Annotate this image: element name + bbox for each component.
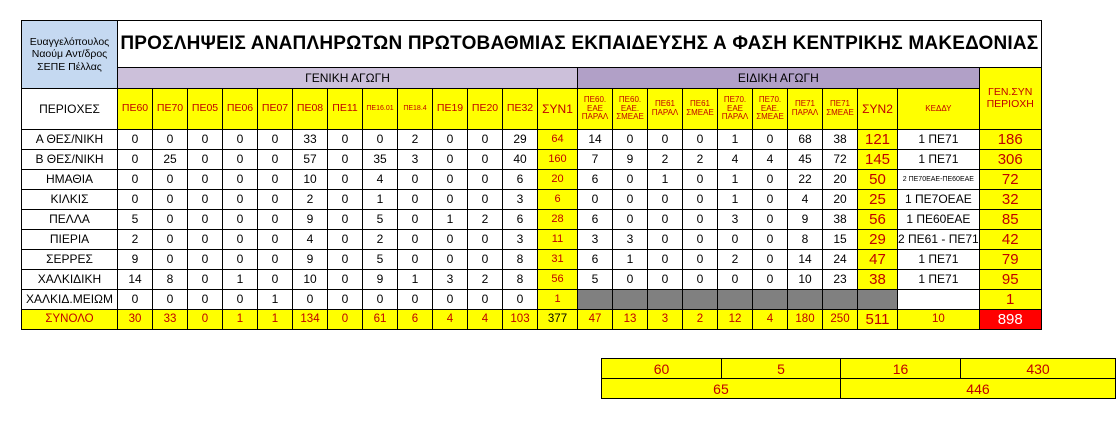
value-cell: 6 bbox=[503, 170, 538, 190]
value-cell: 0 bbox=[223, 130, 258, 150]
column-header: ΠΕ70. ΕΑΕ. ΣΜΕΑΕ bbox=[753, 89, 788, 130]
area-cell: ΠΕΛΛΑ bbox=[22, 210, 118, 230]
value-cell: 0 bbox=[398, 290, 433, 310]
value-cell: 0 bbox=[683, 130, 718, 150]
value-cell: 29 bbox=[503, 130, 538, 150]
region-header: Ευαγγελόπουλος Ναούμ Αντ/δρος ΣΕΠΕ Πέλλας bbox=[22, 21, 118, 89]
value-cell: 1 bbox=[223, 270, 258, 290]
table-row bbox=[22, 170, 1042, 190]
value-cell: 3 bbox=[578, 230, 613, 250]
value-cell: 0 bbox=[503, 290, 538, 310]
value-cell: 0 bbox=[718, 270, 753, 290]
column-header: ΠΕ71 ΣΜΕΑΕ bbox=[823, 89, 858, 130]
value-cell: 3 bbox=[503, 230, 538, 250]
value-cell: 0 bbox=[328, 170, 363, 190]
value-cell: 0 bbox=[648, 250, 683, 270]
column-header: ΠΕ18.4 bbox=[398, 89, 433, 130]
value-cell: 0 bbox=[258, 230, 293, 250]
value-cell: 0 bbox=[188, 270, 223, 290]
syn1-cell: 64 bbox=[538, 130, 578, 150]
value-cell: 0 bbox=[153, 130, 188, 150]
syn1-cell: 11 bbox=[538, 230, 578, 250]
value-cell: 0 bbox=[223, 250, 258, 270]
group-general: ΓΕΝΙΚΗ ΑΓΩΓΗ bbox=[118, 68, 578, 89]
column-header: ΠΕ05 bbox=[188, 89, 223, 130]
value-cell: 0 bbox=[188, 210, 223, 230]
syn1-total: 377 bbox=[538, 310, 578, 330]
recruitment-table bbox=[21, 20, 1042, 330]
value-cell: 2 bbox=[293, 190, 328, 210]
value-cell: 45 bbox=[788, 150, 823, 170]
value-cell: 4 bbox=[718, 150, 753, 170]
value-cell: 4 bbox=[788, 190, 823, 210]
value-cell: 0 bbox=[433, 250, 468, 270]
value-cell: 22 bbox=[788, 170, 823, 190]
value-cell: 0 bbox=[433, 170, 468, 190]
total-cell: 12 bbox=[718, 310, 753, 330]
syn2-cell: 56 bbox=[858, 210, 898, 230]
total-cell: 1 bbox=[258, 310, 293, 330]
value-cell: 57 bbox=[293, 150, 328, 170]
empty-cell bbox=[823, 290, 858, 310]
value-cell: 5 bbox=[363, 210, 398, 230]
value-cell: 40 bbox=[503, 150, 538, 170]
value-cell: 2 bbox=[363, 230, 398, 250]
kedy-header: ΚΕΔΔΥ bbox=[898, 89, 980, 130]
empty-cell bbox=[578, 290, 613, 310]
value-cell: 14 bbox=[788, 250, 823, 270]
total-cell: 6 bbox=[398, 310, 433, 330]
syn2-cell: 145 bbox=[858, 150, 898, 170]
value-cell: 0 bbox=[363, 130, 398, 150]
value-cell: 0 bbox=[648, 190, 683, 210]
table-row bbox=[22, 270, 1042, 290]
summary-table bbox=[601, 358, 1116, 399]
kedy-cell: 1 ΠΕ71 bbox=[898, 150, 980, 170]
empty-cell bbox=[788, 290, 823, 310]
totals-row bbox=[22, 310, 1042, 330]
area-total-cell: 95 bbox=[979, 270, 1041, 290]
value-cell: 0 bbox=[293, 290, 328, 310]
kedy-cell: 1 ΠΕ7ΟΕΑΕ bbox=[898, 190, 980, 210]
value-cell: 0 bbox=[363, 290, 398, 310]
value-cell: 33 bbox=[293, 130, 328, 150]
table-row bbox=[22, 210, 1042, 230]
value-cell: 6 bbox=[503, 210, 538, 230]
value-cell: 0 bbox=[153, 210, 188, 230]
empty-cell bbox=[613, 290, 648, 310]
syn1-cell: 56 bbox=[538, 270, 578, 290]
value-cell: 1 bbox=[433, 210, 468, 230]
value-cell: 0 bbox=[613, 190, 648, 210]
kedy-cell: 1 ΠΕ71 bbox=[898, 130, 980, 150]
kedy-cell: 2 ΠΕ61 - ΠΕ71 bbox=[898, 230, 980, 250]
column-header: ΠΕ61 ΣΜΕΑΕ bbox=[683, 89, 718, 130]
syn1-cell: 160 bbox=[538, 150, 578, 170]
value-cell: 5 bbox=[363, 250, 398, 270]
value-cell: 0 bbox=[188, 290, 223, 310]
column-header: ΠΕ71 ΠΑΡΑΛ bbox=[788, 89, 823, 130]
value-cell: 10 bbox=[293, 270, 328, 290]
value-cell: 0 bbox=[468, 230, 503, 250]
value-cell: 0 bbox=[578, 190, 613, 210]
value-cell: 9 bbox=[293, 250, 328, 270]
value-cell: 0 bbox=[328, 190, 363, 210]
empty-cell bbox=[753, 290, 788, 310]
value-cell: 1 bbox=[613, 250, 648, 270]
value-cell: 2 bbox=[398, 130, 433, 150]
value-cell: 0 bbox=[188, 190, 223, 210]
value-cell: 0 bbox=[188, 170, 223, 190]
column-header: ΠΕ61 ΠΑΡΑΛ bbox=[648, 89, 683, 130]
value-cell: 0 bbox=[753, 170, 788, 190]
total-cell: 13 bbox=[613, 310, 648, 330]
value-cell: 0 bbox=[433, 190, 468, 210]
value-cell: 2 bbox=[468, 270, 503, 290]
value-cell: 0 bbox=[328, 130, 363, 150]
value-cell: 0 bbox=[648, 130, 683, 150]
area-total-cell: 186 bbox=[979, 130, 1041, 150]
column-header: ΠΕ16.01 bbox=[363, 89, 398, 130]
value-cell: 0 bbox=[683, 210, 718, 230]
totals-label: ΣΥΝΟΛΟ bbox=[22, 310, 118, 330]
value-cell: 0 bbox=[258, 150, 293, 170]
total-cell: 4 bbox=[468, 310, 503, 330]
value-cell: 0 bbox=[613, 170, 648, 190]
syn1-cell: 31 bbox=[538, 250, 578, 270]
total-cell: 4 bbox=[433, 310, 468, 330]
value-cell: 2 bbox=[683, 150, 718, 170]
table-row bbox=[22, 290, 1042, 310]
area-total-cell: 72 bbox=[979, 170, 1041, 190]
total-cell: 250 bbox=[823, 310, 858, 330]
total-cell: 0 bbox=[188, 310, 223, 330]
area-cell: ΗΜΑΘΙΑ bbox=[22, 170, 118, 190]
summary-pe71: 430 bbox=[961, 359, 1116, 379]
syn2-cell: 29 bbox=[858, 230, 898, 250]
value-cell: 0 bbox=[153, 230, 188, 250]
syn1-cell: 1 bbox=[538, 290, 578, 310]
value-cell: 1 bbox=[398, 270, 433, 290]
value-cell: 1 bbox=[718, 130, 753, 150]
column-header: ΠΕ32 bbox=[503, 89, 538, 130]
total-cell: 2 bbox=[683, 310, 718, 330]
value-cell: 2 bbox=[468, 210, 503, 230]
value-cell: 0 bbox=[223, 190, 258, 210]
column-header: ΠΕ20 bbox=[468, 89, 503, 130]
empty-cell bbox=[718, 290, 753, 310]
value-cell: 5 bbox=[118, 210, 153, 230]
value-cell: 9 bbox=[363, 270, 398, 290]
empty-cell bbox=[648, 290, 683, 310]
syn2-cell: 121 bbox=[858, 130, 898, 150]
value-cell: 0 bbox=[753, 250, 788, 270]
value-cell: 8 bbox=[503, 270, 538, 290]
value-cell: 0 bbox=[153, 190, 188, 210]
value-cell: 0 bbox=[398, 250, 433, 270]
column-header: ΠΕ06 bbox=[223, 89, 258, 130]
page-title: ΠΡΟΣΛΗΨΕΙΣ ΑΝΑΠΛΗΡΩΤΩΝ ΠΡΩΤΟΒΑΘΜΙΑΣ ΕΚΠΑΙΔΕΥΣΗΣ Α ΦΑΣΗ ΚΕΝΤΡΙΚΗΣ ΜΑΚΕΔΟΝΙΑΣ bbox=[118, 21, 1042, 68]
value-cell: 0 bbox=[613, 130, 648, 150]
value-cell: 0 bbox=[613, 270, 648, 290]
value-cell: 0 bbox=[328, 270, 363, 290]
value-cell: 14 bbox=[578, 130, 613, 150]
value-cell: 0 bbox=[753, 190, 788, 210]
value-cell: 3 bbox=[613, 230, 648, 250]
value-cell: 9 bbox=[293, 210, 328, 230]
value-cell: 0 bbox=[398, 210, 433, 230]
value-cell: 0 bbox=[468, 190, 503, 210]
value-cell: 0 bbox=[223, 170, 258, 190]
grand-total: 898 bbox=[979, 310, 1041, 330]
column-header: ΠΕ08 bbox=[293, 89, 328, 130]
syn2-cell: 47 bbox=[858, 250, 898, 270]
value-cell: 72 bbox=[823, 150, 858, 170]
column-header: ΠΕ70. ΕΑΕ ΠΑΡΑΛ bbox=[718, 89, 753, 130]
areas-header: ΠΕΡΙΟΧΕΣ bbox=[22, 89, 118, 130]
total-cell: 180 bbox=[788, 310, 823, 330]
value-cell: 0 bbox=[753, 130, 788, 150]
total-cell: 0 bbox=[328, 310, 363, 330]
group-total: ΓΕΝ.ΣΥΝ ΠΕΡΙΟΧΗ bbox=[979, 68, 1041, 130]
value-cell: 0 bbox=[753, 270, 788, 290]
kedy-cell: 1 ΠΕ71 bbox=[898, 270, 980, 290]
value-cell: 8 bbox=[788, 230, 823, 250]
kedy-cell bbox=[898, 290, 980, 310]
kedy-cell: 2 ΠΕ70ΕΑΕ-ΠΕ60ΕΑΕ bbox=[898, 170, 980, 190]
column-header: ΠΕ60. ΕΑΕ. ΣΜΕΑΕ bbox=[613, 89, 648, 130]
value-cell: 6 bbox=[578, 250, 613, 270]
value-cell: 0 bbox=[153, 170, 188, 190]
syn1-header: ΣΥΝ1 bbox=[538, 89, 578, 130]
value-cell: 0 bbox=[223, 230, 258, 250]
value-cell: 0 bbox=[258, 250, 293, 270]
kedy-cell: 1 ΠΕ71 bbox=[898, 250, 980, 270]
value-cell: 0 bbox=[223, 290, 258, 310]
value-cell: 0 bbox=[223, 150, 258, 170]
value-cell: 10 bbox=[788, 270, 823, 290]
area-total-cell: 1 bbox=[979, 290, 1041, 310]
value-cell: 3 bbox=[718, 210, 753, 230]
value-cell: 1 bbox=[363, 190, 398, 210]
area-cell: ΠΙΕΡΙΑ bbox=[22, 230, 118, 250]
value-cell: 0 bbox=[753, 210, 788, 230]
group-special: ΕΙΔΙΚΗ ΑΓΩΓΗ bbox=[578, 68, 980, 89]
table-row bbox=[22, 150, 1042, 170]
value-cell: 0 bbox=[328, 290, 363, 310]
value-cell: 0 bbox=[328, 210, 363, 230]
kedy-cell: 1 ΠΕ60ΕΑΕ bbox=[898, 210, 980, 230]
value-cell: 0 bbox=[753, 230, 788, 250]
area-cell: Β ΘΕΣ/ΝΙΚΗ bbox=[22, 150, 118, 170]
value-cell: 0 bbox=[613, 210, 648, 230]
syn2-total: 511 bbox=[858, 310, 898, 330]
table-row bbox=[22, 130, 1042, 150]
value-cell: 0 bbox=[468, 290, 503, 310]
value-cell: 1 bbox=[718, 190, 753, 210]
value-cell: 20 bbox=[823, 170, 858, 190]
value-cell: 0 bbox=[328, 230, 363, 250]
value-cell: 10 bbox=[293, 170, 328, 190]
value-cell: 7 bbox=[578, 150, 613, 170]
column-header: ΠΕ70 bbox=[153, 89, 188, 130]
total-cell: 30 bbox=[118, 310, 153, 330]
value-cell: 0 bbox=[153, 290, 188, 310]
value-cell: 24 bbox=[823, 250, 858, 270]
value-cell: 0 bbox=[468, 150, 503, 170]
value-cell: 0 bbox=[683, 170, 718, 190]
value-cell: 0 bbox=[153, 250, 188, 270]
value-cell: 0 bbox=[258, 170, 293, 190]
value-cell: 0 bbox=[398, 190, 433, 210]
value-cell: 0 bbox=[258, 210, 293, 230]
area-total-cell: 79 bbox=[979, 250, 1041, 270]
column-header: ΠΕ60. ΕΑΕ ΠΑΡΑΛ bbox=[578, 89, 613, 130]
value-cell: 0 bbox=[328, 250, 363, 270]
total-cell: 47 bbox=[578, 310, 613, 330]
total-cell: 4 bbox=[753, 310, 788, 330]
total-cell: 103 bbox=[503, 310, 538, 330]
area-cell: ΧΑΛΚΙΔ.ΜΕΙΩΜ bbox=[22, 290, 118, 310]
value-cell: 0 bbox=[328, 150, 363, 170]
column-header: ΠΕ19 bbox=[433, 89, 468, 130]
value-cell: 35 bbox=[363, 150, 398, 170]
value-cell: 9 bbox=[613, 150, 648, 170]
area-total-cell: 32 bbox=[979, 190, 1041, 210]
syn2-cell: 38 bbox=[858, 270, 898, 290]
summary-group-a: 65 bbox=[602, 379, 841, 399]
value-cell: 6 bbox=[578, 210, 613, 230]
value-cell: 1 bbox=[258, 290, 293, 310]
value-cell: 9 bbox=[118, 250, 153, 270]
value-cell: 0 bbox=[683, 250, 718, 270]
area-cell: Α ΘΕΣ/ΝΙΚΗ bbox=[22, 130, 118, 150]
column-header: ΠΕ11 bbox=[328, 89, 363, 130]
kedy-total: 10 bbox=[898, 310, 980, 330]
value-cell: 0 bbox=[433, 290, 468, 310]
value-cell: 2 bbox=[718, 250, 753, 270]
value-cell: 0 bbox=[258, 190, 293, 210]
empty-cell bbox=[683, 290, 718, 310]
value-cell: 0 bbox=[188, 130, 223, 150]
table-row bbox=[22, 190, 1042, 210]
value-cell: 0 bbox=[118, 150, 153, 170]
value-cell: 0 bbox=[258, 130, 293, 150]
value-cell: 0 bbox=[118, 190, 153, 210]
value-cell: 1 bbox=[718, 170, 753, 190]
syn2-cell: 50 bbox=[858, 170, 898, 190]
total-cell: 3 bbox=[648, 310, 683, 330]
total-cell: 61 bbox=[363, 310, 398, 330]
area-total-cell: 85 bbox=[979, 210, 1041, 230]
value-cell: 0 bbox=[118, 290, 153, 310]
value-cell: 15 bbox=[823, 230, 858, 250]
value-cell: 3 bbox=[433, 270, 468, 290]
summary-group-b: 446 bbox=[840, 379, 1115, 399]
total-cell: 33 bbox=[153, 310, 188, 330]
syn1-cell: 6 bbox=[538, 190, 578, 210]
value-cell: 14 bbox=[118, 270, 153, 290]
value-cell: 1 bbox=[648, 170, 683, 190]
value-cell: 0 bbox=[398, 170, 433, 190]
value-cell: 0 bbox=[433, 130, 468, 150]
value-cell: 68 bbox=[788, 130, 823, 150]
value-cell: 0 bbox=[468, 130, 503, 150]
value-cell: 4 bbox=[363, 170, 398, 190]
value-cell: 0 bbox=[648, 270, 683, 290]
empty-cell bbox=[858, 290, 898, 310]
syn2-cell: 25 bbox=[858, 190, 898, 210]
syn1-cell: 20 bbox=[538, 170, 578, 190]
value-cell: 0 bbox=[433, 230, 468, 250]
value-cell: 23 bbox=[823, 270, 858, 290]
value-cell: 25 bbox=[153, 150, 188, 170]
area-total-cell: 306 bbox=[979, 150, 1041, 170]
table-row bbox=[22, 230, 1042, 250]
value-cell: 0 bbox=[683, 190, 718, 210]
summary-pe60: 60 bbox=[602, 359, 722, 379]
summary-pe70: 16 bbox=[840, 359, 960, 379]
value-cell: 0 bbox=[648, 210, 683, 230]
value-cell: 3 bbox=[503, 190, 538, 210]
column-header: ΠΕ60 bbox=[118, 89, 153, 130]
value-cell: 0 bbox=[468, 170, 503, 190]
value-cell: 0 bbox=[118, 130, 153, 150]
value-cell: 0 bbox=[188, 250, 223, 270]
value-cell: 0 bbox=[648, 230, 683, 250]
value-cell: 0 bbox=[683, 270, 718, 290]
value-cell: 0 bbox=[718, 230, 753, 250]
area-total-cell: 42 bbox=[979, 230, 1041, 250]
value-cell: 5 bbox=[578, 270, 613, 290]
value-cell: 0 bbox=[188, 230, 223, 250]
value-cell: 0 bbox=[258, 270, 293, 290]
value-cell: 3 bbox=[398, 150, 433, 170]
area-cell: ΣΕΡΡΕΣ bbox=[22, 250, 118, 270]
value-cell: 2 bbox=[118, 230, 153, 250]
value-cell: 38 bbox=[823, 130, 858, 150]
total-cell: 134 bbox=[293, 310, 328, 330]
value-cell: 4 bbox=[753, 150, 788, 170]
value-cell: 0 bbox=[118, 170, 153, 190]
total-cell: 1 bbox=[223, 310, 258, 330]
value-cell: 9 bbox=[788, 210, 823, 230]
summary-pe61: 5 bbox=[722, 359, 841, 379]
column-header: ΠΕ07 bbox=[258, 89, 293, 130]
value-cell: 8 bbox=[503, 250, 538, 270]
value-cell: 0 bbox=[468, 250, 503, 270]
value-cell: 2 bbox=[648, 150, 683, 170]
value-cell: 20 bbox=[823, 190, 858, 210]
syn1-cell: 28 bbox=[538, 210, 578, 230]
area-cell: ΧΑΛΚΙΔΙΚΗ bbox=[22, 270, 118, 290]
syn2-header: ΣΥΝ2 bbox=[858, 89, 898, 130]
value-cell: 0 bbox=[683, 230, 718, 250]
value-cell: 0 bbox=[433, 150, 468, 170]
value-cell: 4 bbox=[293, 230, 328, 250]
value-cell: 8 bbox=[153, 270, 188, 290]
value-cell: 0 bbox=[188, 150, 223, 170]
value-cell: 6 bbox=[578, 170, 613, 190]
value-cell: 0 bbox=[398, 230, 433, 250]
value-cell: 0 bbox=[223, 210, 258, 230]
area-cell: ΚΙΛΚΙΣ bbox=[22, 190, 118, 210]
value-cell: 38 bbox=[823, 210, 858, 230]
table-row bbox=[22, 250, 1042, 270]
